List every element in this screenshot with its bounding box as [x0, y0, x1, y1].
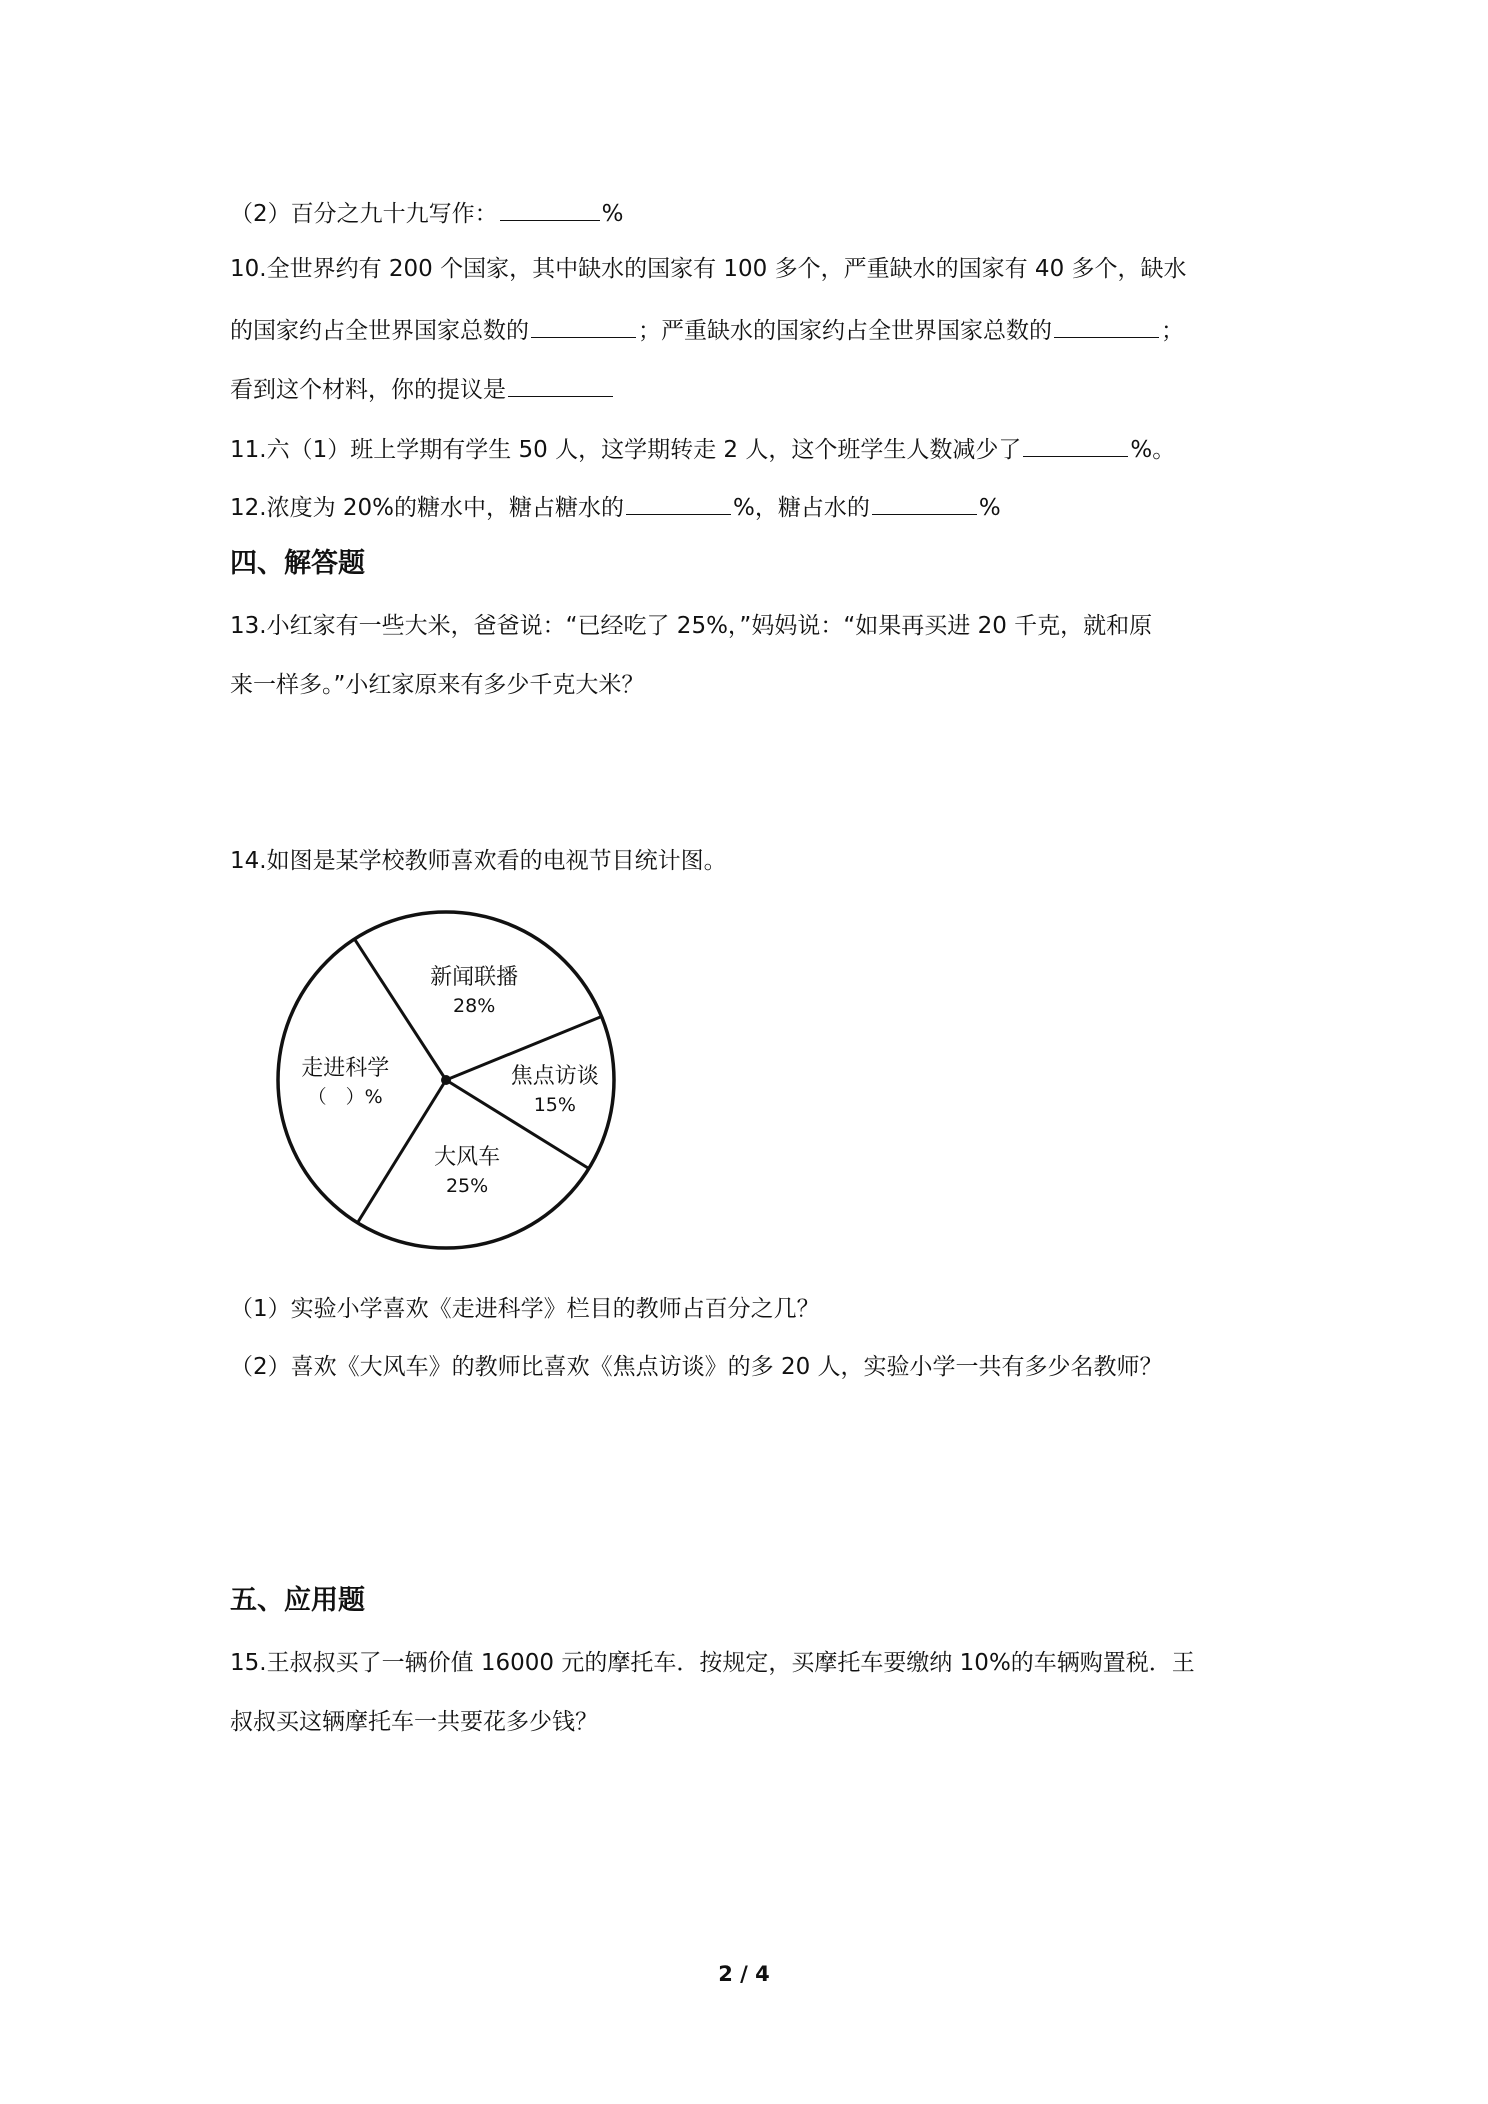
pie-slice-value: （ ）%: [307, 1086, 383, 1109]
q14-sub1: （1）实验小学喜欢《走进科学》栏目的教师占百分之几？: [230, 1296, 820, 1322]
answer-blank[interactable]: [1054, 313, 1159, 338]
q10-text-b: ；严重缺水的国家约占全世界国家总数的: [638, 318, 1052, 344]
pie-slice-value: 15%: [533, 1094, 576, 1117]
q15-line1: 15.王叔叔买了一辆价值 16000 元的摩托车．按规定，买摩托车要缴纳 10%的车辆购置税．王: [230, 1650, 1195, 1676]
q12-line: [230, 490, 1001, 524]
pie-slice-label: 大风车: [434, 1144, 501, 1170]
pie-slice-label: 新闻联播: [430, 965, 519, 991]
q11-prefix: 11.六（1）班上学期有学生 50 人，这学期转走 2 人，这个班学生人数减少了: [230, 437, 1022, 463]
section-heading-5: 五、应用题: [230, 1585, 365, 1616]
q12-suffix: %: [978, 495, 1001, 521]
q13-line2: 来一样多。”小红家原来有多少千克大米？: [230, 672, 645, 698]
section-heading-4: 四、解答题: [230, 548, 365, 579]
pie-slice-value: 28%: [453, 995, 496, 1018]
pie-center-dot: [441, 1075, 451, 1085]
q10-line1: 10.全世界约有 200 个国家，其中缺水的国家有 100 多个，严重缺水的国家有 40 多个，缺水: [230, 256, 1187, 282]
answer-blank[interactable]: [626, 490, 731, 515]
q10-line2: [230, 313, 1184, 347]
q13-line1: 13.小红家有一些大米，爸爸说：“已经吃了 25%，”妈妈说：“如果再买进 20 千克，就和原: [230, 613, 1153, 639]
q9-2-prefix: （2）百分之九十九写作：: [230, 201, 498, 227]
q10-text-d: 看到这个材料，你的提议是: [230, 377, 506, 403]
pie-slice-value: 25%: [445, 1174, 489, 1197]
pie-slice-label: 焦点访谈: [510, 1064, 599, 1090]
q12-middle: %，糖占水的: [733, 495, 870, 521]
q9-2-suffix: %: [601, 201, 624, 227]
q15-line2: 叔叔买这辆摩托车一共要花多少钱？: [230, 1709, 598, 1735]
q14-sub2: （2）喜欢《大风车》的教师比喜欢《焦点访谈》的多 20 人，实验小学一共有多少名教师？: [230, 1354, 1163, 1380]
page-number: 2 / 4: [718, 1962, 770, 1986]
q11-suffix: %。: [1130, 437, 1176, 463]
q9-2-line: [230, 196, 624, 230]
answer-blank[interactable]: [1023, 432, 1128, 457]
answer-blank[interactable]: [872, 490, 977, 515]
answer-blank[interactable]: [508, 372, 613, 397]
q12-prefix: 12.浓度为 20%的糖水中，糖占糖水的: [230, 495, 625, 521]
q10-text-c: ；: [1161, 318, 1184, 344]
answer-blank[interactable]: [500, 196, 600, 221]
q11-line: [230, 432, 1175, 466]
pie-chart: [268, 900, 628, 1264]
pie-slice-label: 走进科学: [301, 1056, 390, 1082]
q10-text-a: 的国家约占全世界国家总数的: [230, 318, 529, 344]
pie-chart-svg: [268, 900, 628, 1260]
q14-intro: 14.如图是某学校教师喜欢看的电视节目统计图。: [230, 848, 727, 874]
answer-blank[interactable]: [531, 313, 636, 338]
q10-line3: [230, 372, 615, 406]
